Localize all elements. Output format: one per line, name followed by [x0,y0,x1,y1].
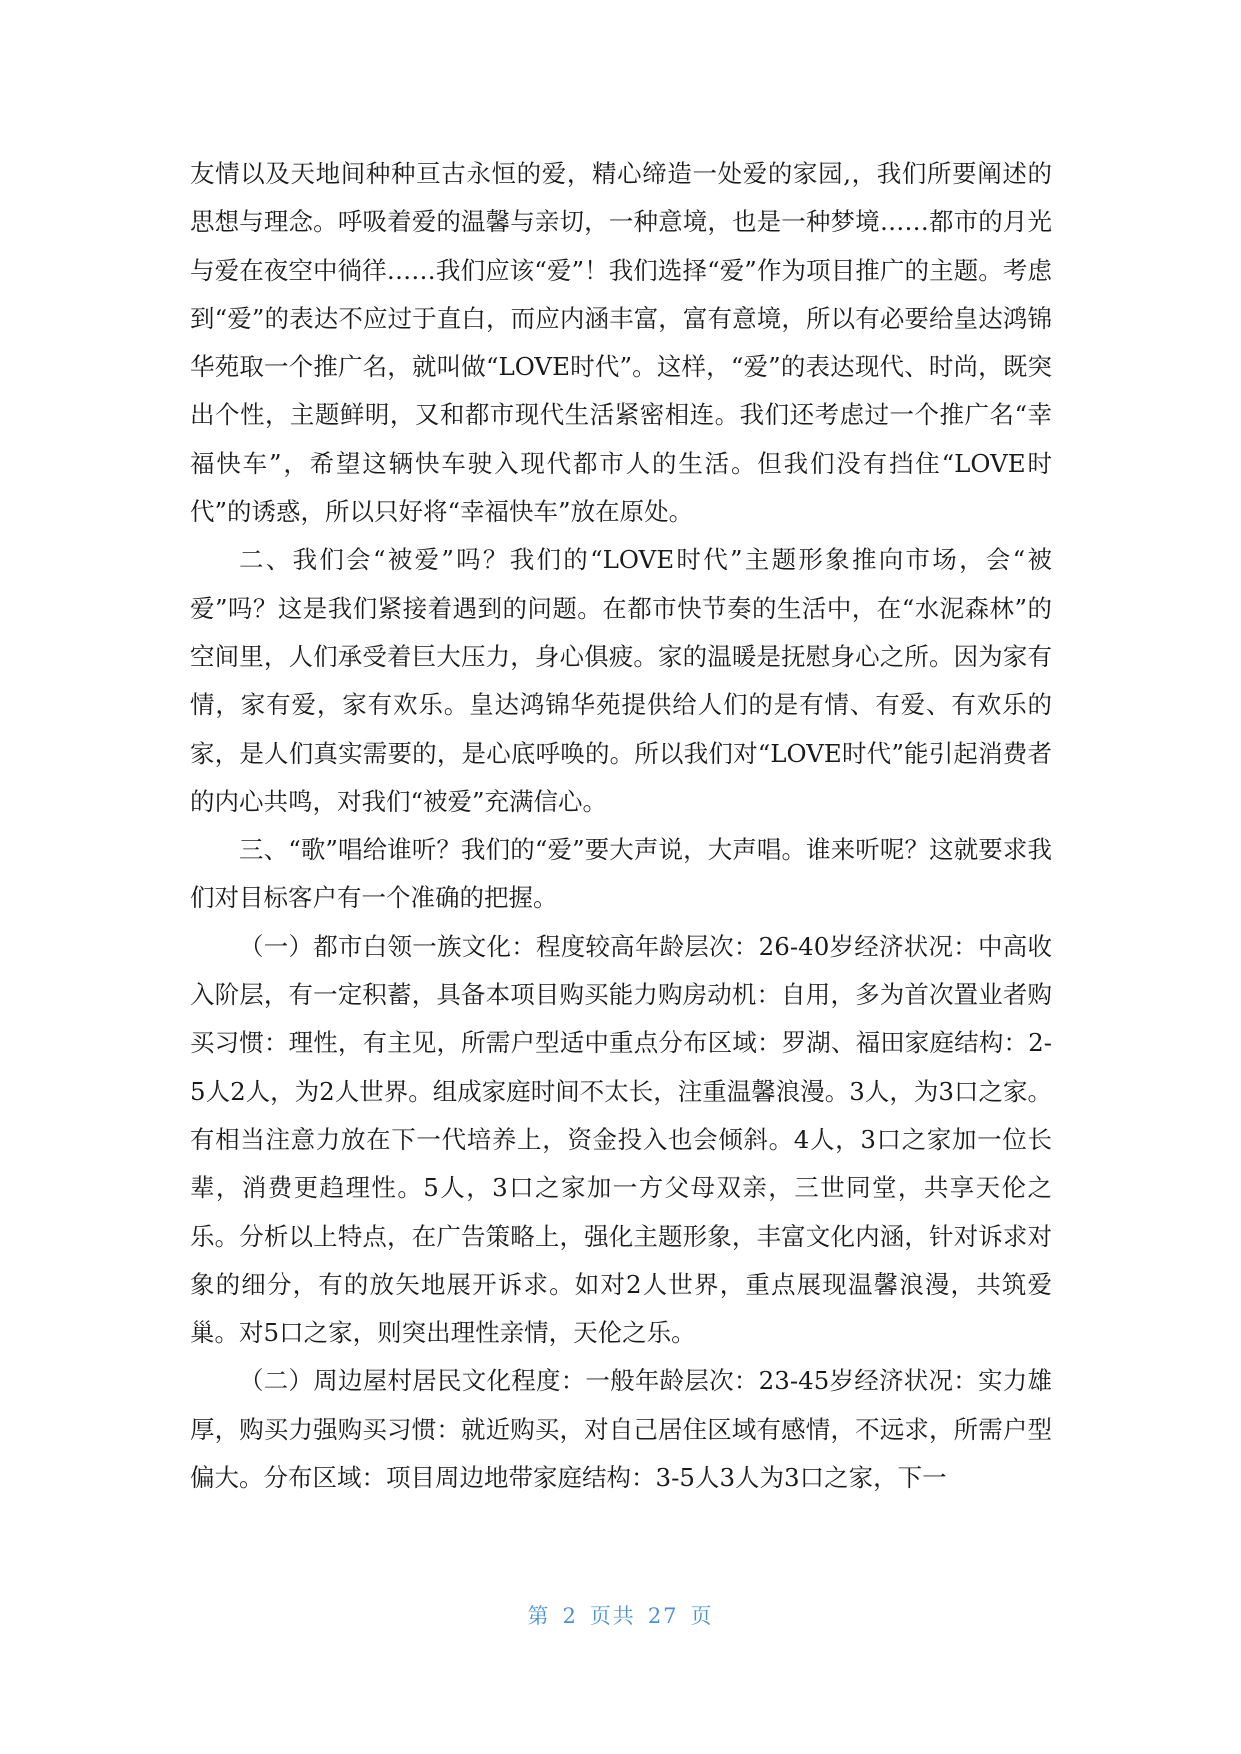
paragraph-1: 友情以及天地间种种亘古永恒的爱，精心缔造一处爱的家园,，我们所要阐述的思想与理念。呼吸着爱的温馨与亲切，一种意境，也是一种梦境……都市的月光与爱在夜空中徜徉……我们应该“爱”！我们选择“爱”作为项目推广的主题。考虑到“爱”的表达不应过于直白，而应内涵丰富，富有意境，所以有必要给皇达鸿锦华苑取一个推广名，就叫做“LOVE时代”。这样，“爱”的表达现代、时尚，既突出个性，主题鲜明，又和都市现代生活紧密相连。我们还考虑过一个推广名“幸福快车”，希望这辆快车驶入现代都市人的生活。但我们没有挡住“LOVE时代”的诱惑，所以只好将“幸福快车”放在原处。 [190,159,1052,527]
page-label-mid: 页共 [589,1604,636,1628]
page-label-suffix: 页 [690,1604,714,1628]
paragraph-3: 三、“歌”唱给谁听？我们的“爱”要大声说，大声唱。谁来听呢？这就要求我们对目标客户有一个准确的把握。 [190,835,1052,913]
page-current: 2 [562,1604,578,1628]
document-body [190,150,1052,1502]
paragraph-2: 二、我们会“被爱”吗？我们的“LOVE时代”主题形象推向市场，会“被爱”吗？这是我们紧接着遇到的问题。在都市快节奏的生活中，在“水泥森林”的空间里，人们承受着巨大压力，身心俱疲。家的温暖是抚慰身心之所。因为家有情，家有爱，家有欢乐。皇达鸿锦华苑提供给人们的是有情、有爱、有欢乐的家，是人们真实需要的，是心底呼唤的。所以我们对“LOVE时代”能引起消费者的内心共鸣，对我们“被爱”充满信心。 [190,545,1052,816]
paragraph-4: （一）都市白领一族文化：程度较高年龄层次：26-40岁经济状况：中高收入阶层，有一定积蓄，具备本项目购买能力购房动机：自用，多为首次置业者购买习惯：理性，有主见，所需户型适中重点分布区域：罗湖、福田家庭结构：2-5人2人，为2人世界。组成家庭时间不太长，注重温馨浪漫。3人，为3口之家。有相当注意力放在下一代培养上，资金投入也会倾斜。4人，3口之家加一位长辈，消费更趋理性。5人，3口之家加一方父母双亲，三世同堂，共享天伦之乐。分析以上特点，在广告策略上，强化主题形象，丰富文化内涵，针对诉求对象的细分，有的放矢地展开诉求。如对2人世界，重点展现温馨浪漫，共筑爱巢。对5口之家，则突出理性亲情，天伦之乐。 [190,931,1052,1348]
page-footer [0,1600,1241,1630]
paragraph-5: （二）周边屋村居民文化程度：一般年龄层次：23-45岁经济状况：实力雄厚，购买力强购买习惯：就近购买，对自己居住区域有感情，不远求，所需户型偏大。分布区域：项目周边地带家庭结构：3-5人3人为3口之家，下一 [190,1366,1052,1493]
page-total: 27 [647,1604,679,1628]
page-label-prefix: 第 [527,1604,551,1628]
